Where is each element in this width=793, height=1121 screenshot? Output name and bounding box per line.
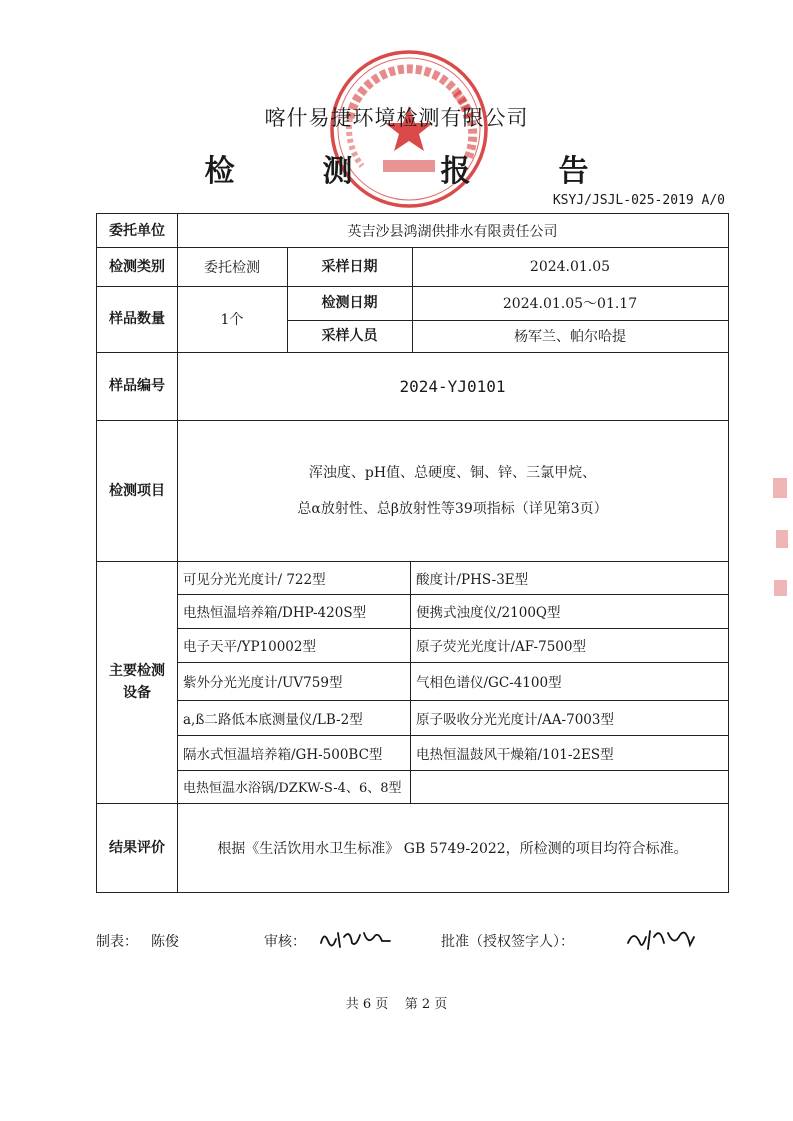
equipment-item bbox=[410, 770, 728, 803]
approve-label: 批准（授权签字人）： bbox=[441, 934, 574, 950]
prepared-label: 制表： bbox=[96, 934, 138, 950]
equipment-item: 可见分光光度计/ 722型 bbox=[183, 571, 326, 588]
sample-no-value: 2024-YJ0101 bbox=[399, 376, 506, 396]
sampling-date-label: 采样日期 bbox=[321, 258, 378, 275]
equipment-item: 电热恒温培养箱/DHP-420S型 bbox=[183, 605, 367, 621]
items-line: 浑浊度、pH值、总硬度、铜、锌、三氯甲烷、 bbox=[308, 464, 597, 481]
company-name: 喀什易捷环境检测有限公司 bbox=[264, 106, 529, 130]
equipment-item: 电热恒温水浴锅/DZKW-S-4、6、8型 bbox=[183, 781, 402, 796]
sample-qty-value: 1个 bbox=[220, 312, 244, 328]
equipment-item: a,ß二路低本底测量仪/LB-2型 bbox=[183, 711, 363, 728]
equipment-item: 酸度计/PHS-3E型 bbox=[416, 571, 529, 588]
prepared-name: 陈俊 bbox=[151, 934, 179, 950]
items-label: 检测项目 bbox=[109, 482, 165, 499]
result-value: 根据《生活饮用水卫生标准》 GB 5749-2022，所检测的项目均符合标准。 bbox=[217, 840, 688, 857]
document-title bbox=[0, 146, 793, 190]
report-table bbox=[96, 213, 729, 893]
seam-stamp bbox=[768, 470, 793, 630]
client-value: 英吉沙县鸿湖供排水有限责任公司 bbox=[347, 223, 558, 240]
test-type-value: 委托检测 bbox=[204, 259, 260, 276]
reviewer-signature bbox=[318, 925, 394, 953]
title-char: 报 bbox=[440, 154, 471, 189]
approver-signature bbox=[624, 923, 696, 955]
title-char: 测 bbox=[322, 154, 353, 189]
items-line: 总α放射性、总β放射性等39项指标（详见第3页） bbox=[297, 500, 608, 517]
equipment-label-line: 设备 bbox=[123, 685, 151, 701]
sampler-label: 采样人员 bbox=[321, 328, 378, 344]
equipment-item: 原子吸收分光光度计/AA-7003型 bbox=[416, 711, 614, 728]
test-date-value: 2024.01.05～01.17 bbox=[502, 296, 638, 312]
test-date-label: 检测日期 bbox=[321, 295, 378, 311]
items-value bbox=[177, 420, 728, 561]
title-char: 检 bbox=[204, 154, 235, 189]
equipment-label bbox=[97, 561, 177, 803]
equipment-item: 电子天平/YP10002型 bbox=[183, 639, 316, 655]
sampler-value: 杨军兰、帕尔哈提 bbox=[514, 329, 626, 345]
review-label: 审核： bbox=[264, 934, 306, 950]
sampling-date-value: 2024.01.05 bbox=[529, 258, 611, 275]
equipment-item: 便携式浊度仪/2100Q型 bbox=[416, 605, 561, 621]
document-code: KSYJ/JSJL-025-2019 A/0 bbox=[552, 193, 725, 208]
equipment-item: 紫外分光光度计/UV759型 bbox=[183, 675, 343, 691]
test-type-label: 检测类别 bbox=[109, 258, 165, 275]
equipment-item: 电热恒温鼓风干燥箱/101-2ES型 bbox=[416, 746, 614, 763]
signature-row bbox=[96, 931, 736, 961]
result-label: 结果评价 bbox=[109, 839, 165, 856]
equipment-item: 原子荧光光度计/AF-7500型 bbox=[416, 639, 586, 655]
equipment-item: 隔水式恒温培养箱/GH-500BC型 bbox=[183, 746, 383, 763]
sample-qty-label: 样品数量 bbox=[109, 311, 165, 327]
page-number: 共 6 页 第 2 页 bbox=[345, 997, 448, 1012]
equipment-item: 气相色谱仪/GC-4100型 bbox=[416, 675, 562, 691]
title-char: 告 bbox=[558, 154, 589, 189]
sample-no-label: 样品编号 bbox=[109, 378, 165, 394]
client-label: 委托单位 bbox=[109, 222, 165, 239]
equipment-label-line: 主要检测 bbox=[109, 663, 165, 679]
